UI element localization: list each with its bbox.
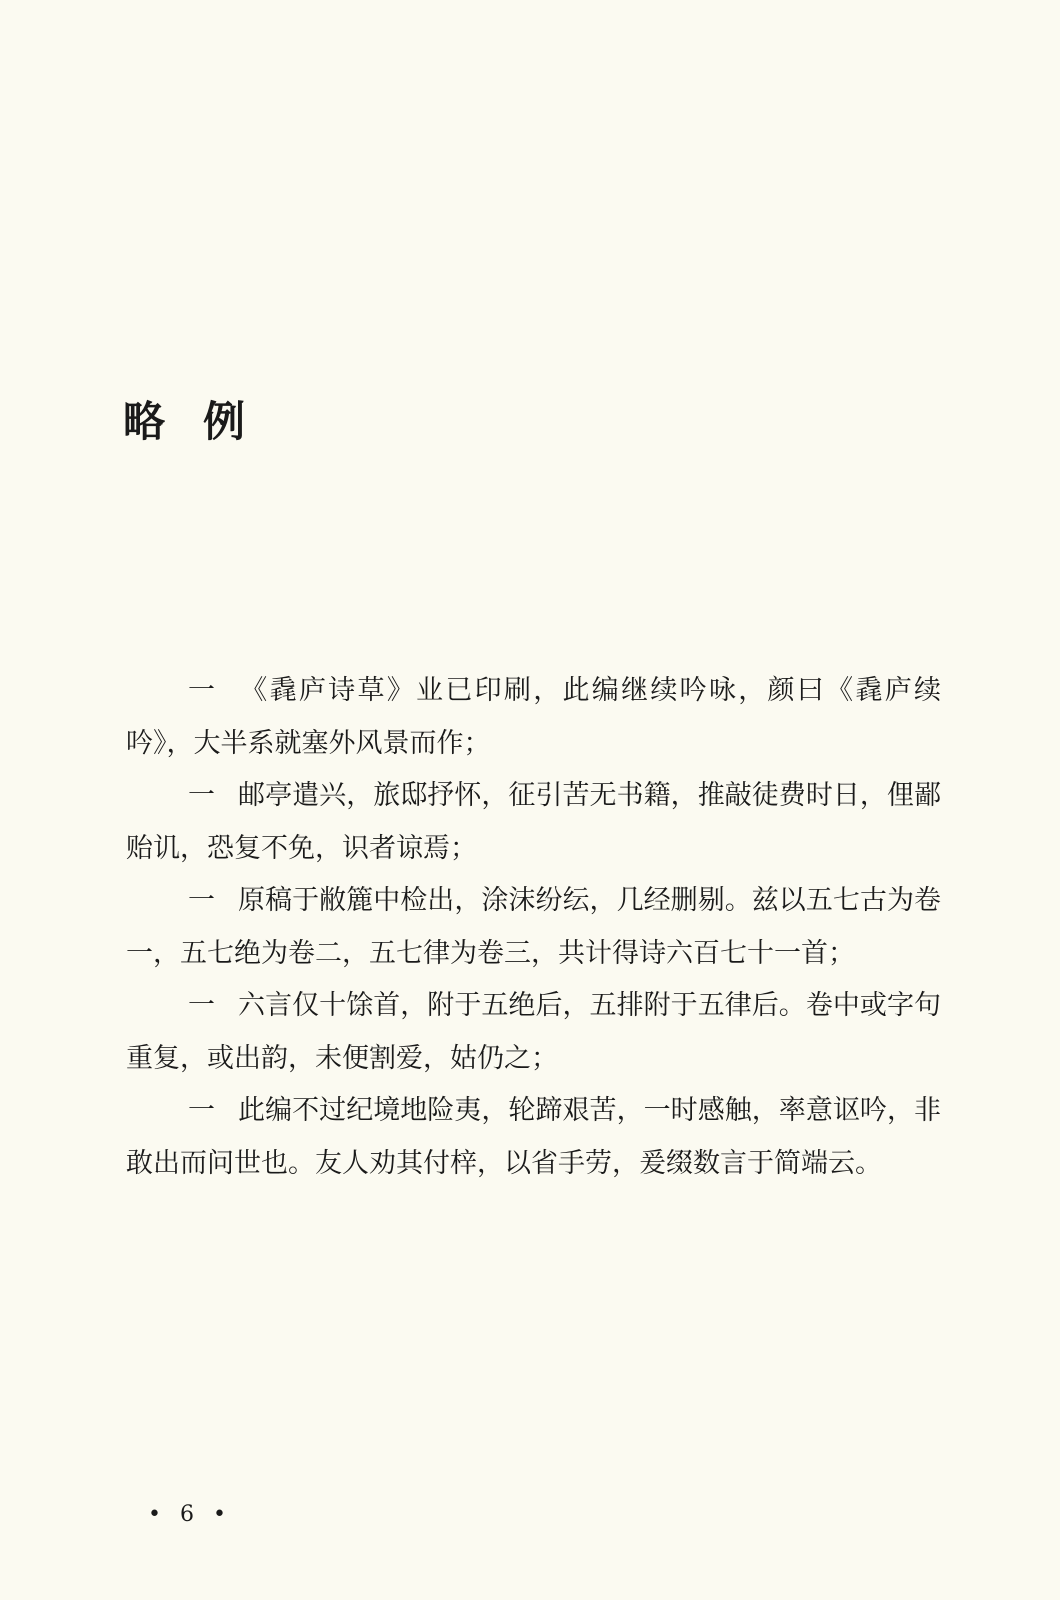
item-marker: 一 <box>188 780 215 811</box>
guideline-item <box>126 770 941 875</box>
item-marker: 一 <box>188 990 215 1021</box>
item-marker: 一 <box>188 1095 215 1126</box>
page-title: 略例 <box>123 397 284 446</box>
item-text: 《毳庐诗草》业已印刷，此编继续吟咏，颜曰《毳庐续吟》，大半系就塞外风景而作； <box>126 675 941 759</box>
guideline-item <box>126 980 941 1085</box>
item-text: 此编不过纪境地险夷，轮蹄艰苦，一时感触，率意讴吟，非敢出而问世也。友人劝其付梓，以省手劳，爰缀数言于简端云。 <box>126 1095 941 1179</box>
page-number: • 6 • <box>148 1502 232 1527</box>
item-text: 六言仅十馀首，附于五绝后，五排附于五律后。卷中或字句重复，或出韵，未便割爱，姑仍之； <box>126 990 941 1074</box>
guideline-item <box>126 665 941 770</box>
item-marker: 一 <box>188 675 215 706</box>
item-text: 邮亭遣兴，旅邸抒怀，征引苦无书籍，推敲徒费时日，俚鄙贻讥，恐复不免，识者谅焉； <box>126 780 941 864</box>
guideline-item <box>126 1085 941 1190</box>
guidelines-list <box>126 665 941 1190</box>
item-marker: 一 <box>188 885 215 916</box>
guideline-item <box>126 875 941 980</box>
item-text: 原稿于敝簏中检出，涂沫纷纭，几经删剔。兹以五七古为卷一，五七绝为卷二，五七律为卷三，共计得诗六百七十一首； <box>126 885 941 969</box>
